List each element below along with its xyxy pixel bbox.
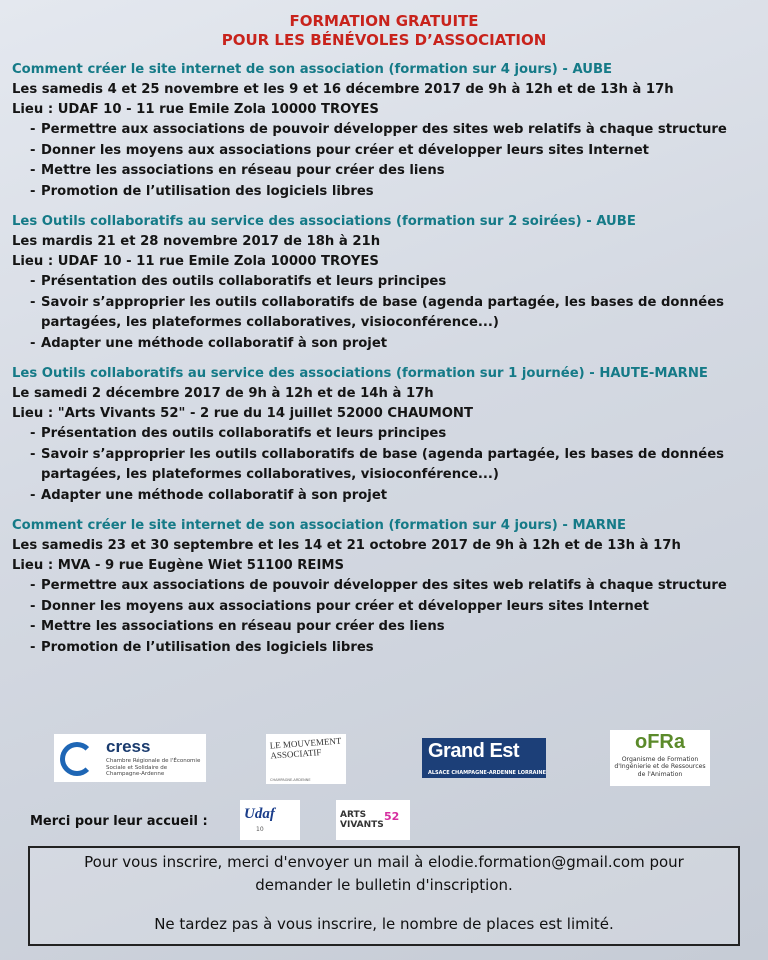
udaf-name: Udaf xyxy=(244,806,275,822)
section-place: Lieu : UDAF 10 - 11 rue Emile Zola 10000 TROYES xyxy=(12,102,379,117)
section-dates: Les samedis 23 et 30 septembre et les 14 et 21 octobre 2017 de 9h à 12h et de 13h à 17h xyxy=(12,538,681,553)
section-dates: Les mardis 21 et 28 novembre 2017 de 18h à 21h xyxy=(12,234,381,249)
udaf-logo xyxy=(240,800,300,840)
mouvement-subtitle: CHAMPAGNE-ARDENNE xyxy=(270,778,311,782)
cress-subtitle: Chambre Régionale de l'Économie Sociale et Solidaire de Champagne-Ardenne xyxy=(106,758,201,777)
arts-vivants-logo xyxy=(336,800,410,840)
registration-line-1: Pour vous inscrire, merci d'envoyer un mail à elodie.formation@gmail.com pour xyxy=(84,853,684,871)
flyer-title xyxy=(0,12,768,50)
section-title: Comment créer le site internet de son association (formation sur 4 jours) - AUBE xyxy=(12,62,613,77)
bullet-item: - Savoir s’approprier les outils collaboratifs de base (agenda partagée, les bases de données partagées, les plateformes collaboratives, visioconférence...) xyxy=(30,293,768,334)
arts-vivants-number: 52 xyxy=(384,810,400,823)
ofra-logo xyxy=(610,730,710,786)
mouvement-name: LE MOUVEMENT ASSOCIATIF xyxy=(269,735,342,761)
ofra-subtitle: Organisme de Formation d'Ingénierie et de Ressources de l'Animation xyxy=(614,756,706,778)
cress-logo xyxy=(54,734,206,782)
cress-mark-icon xyxy=(60,742,94,776)
bullet-item: - Savoir s’approprier les outils collaboratifs de base (agenda partagée, les bases de données partagées, les plateformes collaboratives, visioconférence...) xyxy=(30,445,768,486)
thanks-label: Merci pour leur accueil : xyxy=(30,814,208,829)
title-line-1: FORMATION GRATUITE xyxy=(289,12,479,30)
section-place: Lieu : "Arts Vivants 52" - 2 rue du 14 juillet 52000 CHAUMONT xyxy=(12,406,473,421)
section-bullets xyxy=(12,272,768,354)
registration-line-2: demander le bulletin d'inscription. xyxy=(255,876,513,894)
udaf-number: 10 xyxy=(256,826,264,833)
registration-box xyxy=(28,846,740,946)
training-section-3 xyxy=(12,364,768,506)
grand-est-name: Grand Est xyxy=(428,740,520,762)
grand-est-logo xyxy=(422,738,546,778)
bullet-item: - Donner les moyens aux associations pour créer et développer leurs sites Internet xyxy=(30,141,768,162)
section-dates: Le samedi 2 décembre 2017 de 9h à 12h et de 14h à 17h xyxy=(12,386,434,401)
bullet-item: - Promotion de l’utilisation des logiciels libres xyxy=(30,182,768,203)
training-section-1 xyxy=(12,60,768,202)
training-section-4 xyxy=(12,516,768,658)
training-section-2 xyxy=(12,212,768,354)
section-title: Les Outils collaboratifs au service des associations (formation sur 1 journée) - HAUTE-MARNE xyxy=(12,366,708,381)
bullet-item: - Présentation des outils collaboratifs et leurs principes xyxy=(30,272,768,293)
bullet-item: - Permettre aux associations de pouvoir développer des sites web relatifs à chaque structure xyxy=(30,576,768,597)
section-bullets xyxy=(12,576,768,658)
partner-logos xyxy=(0,730,768,786)
ofra-name: oFRa xyxy=(635,731,685,753)
section-bullets xyxy=(12,120,768,202)
mouvement-associatif-logo xyxy=(266,734,346,784)
title-line-2: POUR LES BÉNÉVOLES D’ASSOCIATION xyxy=(221,31,547,49)
bullet-item: - Promotion de l’utilisation des logiciels libres xyxy=(30,638,768,659)
grand-est-subtitle: ALSACE CHAMPAGNE-ARDENNE LORRAINE xyxy=(428,770,547,776)
section-dates: Les samedis 4 et 25 novembre et les 9 et 16 décembre 2017 de 9h à 12h et de 13h à 17h xyxy=(12,82,674,97)
bullet-item: - Présentation des outils collaboratifs et leurs principes xyxy=(30,424,768,445)
section-place: Lieu : MVA - 9 rue Eugène Wiet 51100 REIMS xyxy=(12,558,344,573)
bullet-item: - Adapter une méthode collaboratif à son projet xyxy=(30,486,768,507)
bullet-item: - Mettre les associations en réseau pour créer des liens xyxy=(30,617,768,638)
registration-line-3: Ne tardez pas à vous inscrire, le nombre de places est limité. xyxy=(154,915,614,933)
section-bullets xyxy=(12,424,768,506)
bullet-item: - Donner les moyens aux associations pour créer et développer leurs sites Internet xyxy=(30,597,768,618)
bullet-item: - Mettre les associations en réseau pour créer des liens xyxy=(30,161,768,182)
bullet-item: - Adapter une méthode collaboratif à son projet xyxy=(30,334,768,355)
bullet-item: - Permettre aux associations de pouvoir développer des sites web relatifs à chaque structure xyxy=(30,120,768,141)
section-title: Les Outils collaboratifs au service des associations (formation sur 2 soirées) - AUBE xyxy=(12,214,636,229)
cress-name: cress xyxy=(106,737,151,756)
section-place: Lieu : UDAF 10 - 11 rue Emile Zola 10000 TROYES xyxy=(12,254,379,269)
arts-vivants-name: ARTS VIVANTS xyxy=(340,810,384,830)
section-title: Comment créer le site internet de son association (formation sur 4 jours) - MARNE xyxy=(12,518,626,533)
